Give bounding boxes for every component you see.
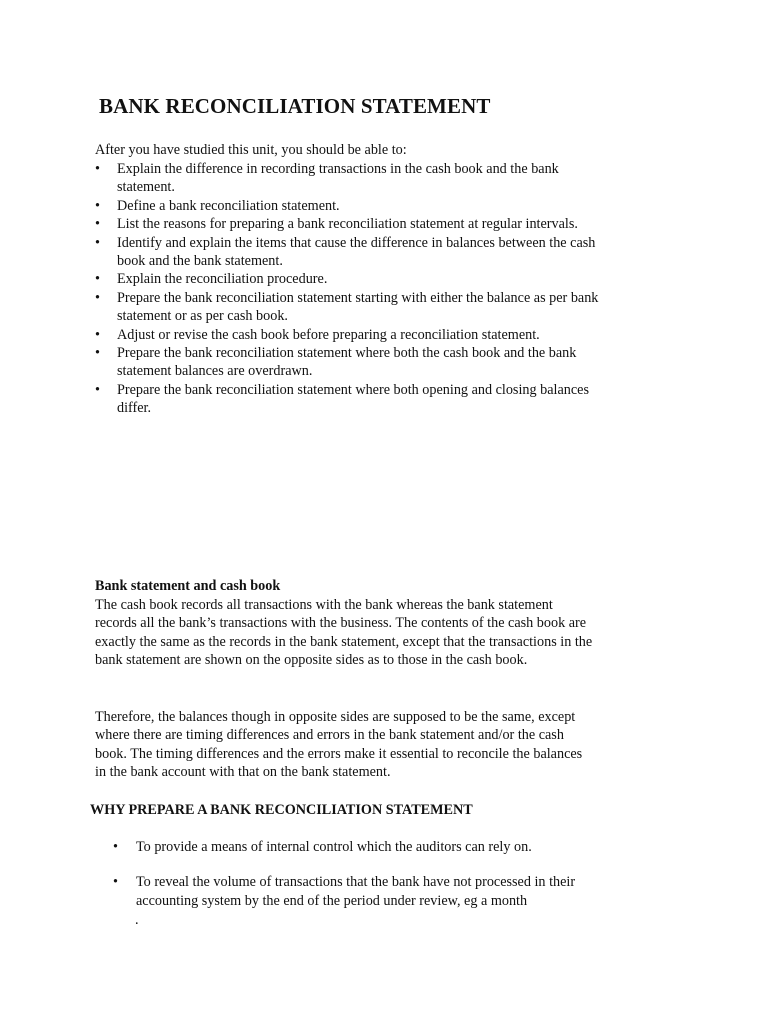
reason-item: • To provide a means of internal control which the auditors can rely on. xyxy=(113,838,613,856)
reason-item: • To reveal the volume of transactions that the bank have not processed in their accounting system by the end of the period under review, eg a month xyxy=(113,873,613,910)
objective-item: • Explain the difference in recording transactions in the cash book and the bank statement. xyxy=(95,160,615,197)
why-heading: WHY PREPARE A BANK RECONCILIATION STATEMENT xyxy=(90,802,473,818)
section-heading: Bank statement and cash book xyxy=(95,578,281,594)
objective-item: • Prepare the bank reconciliation statement starting with either the balance as per bank statement or as per cash book. xyxy=(95,289,615,326)
objective-item: • Prepare the bank reconciliation statement where both opening and closing balances differ. xyxy=(95,381,615,418)
objectives-list xyxy=(95,160,615,418)
objective-item: • List the reasons for preparing a bank reconciliation statement at regular intervals. xyxy=(95,215,615,233)
body-paragraph: The cash book records all transactions with the bank whereas the bank statement records all the bank’s transactions with the business. The contents of the cash book are exactly the same as the records in the bank statement, except that the transactions in the bank statement are shown on the opposite sides as to those in the cash book. xyxy=(95,597,593,669)
document-title: BANK RECONCILIATION STATEMENT xyxy=(99,94,491,118)
reasons-list xyxy=(113,838,613,927)
objective-item: • Explain the reconciliation procedure. xyxy=(95,270,615,288)
body-paragraph: Therefore, the balances though in opposite sides are supposed to be the same, except where there are timing differences and errors in the bank statement and/or the cash book. The timing differences and the errors make it essential to reconcile the balances in the bank account with that on the bank statement. xyxy=(95,709,583,781)
objective-item: • Identify and explain the items that cause the difference in balances between the cash book and the bank statement. xyxy=(95,234,615,271)
trailing-mark: . xyxy=(135,912,139,928)
objective-item: • Define a bank reconciliation statement. xyxy=(95,197,615,215)
objective-item: • Prepare the bank reconciliation statement where both the cash book and the bank statement balances are overdrawn. xyxy=(95,344,615,381)
intro-text: After you have studied this unit, you should be able to: xyxy=(95,142,407,158)
objective-item: • Adjust or revise the cash book before preparing a reconciliation statement. xyxy=(95,326,615,344)
